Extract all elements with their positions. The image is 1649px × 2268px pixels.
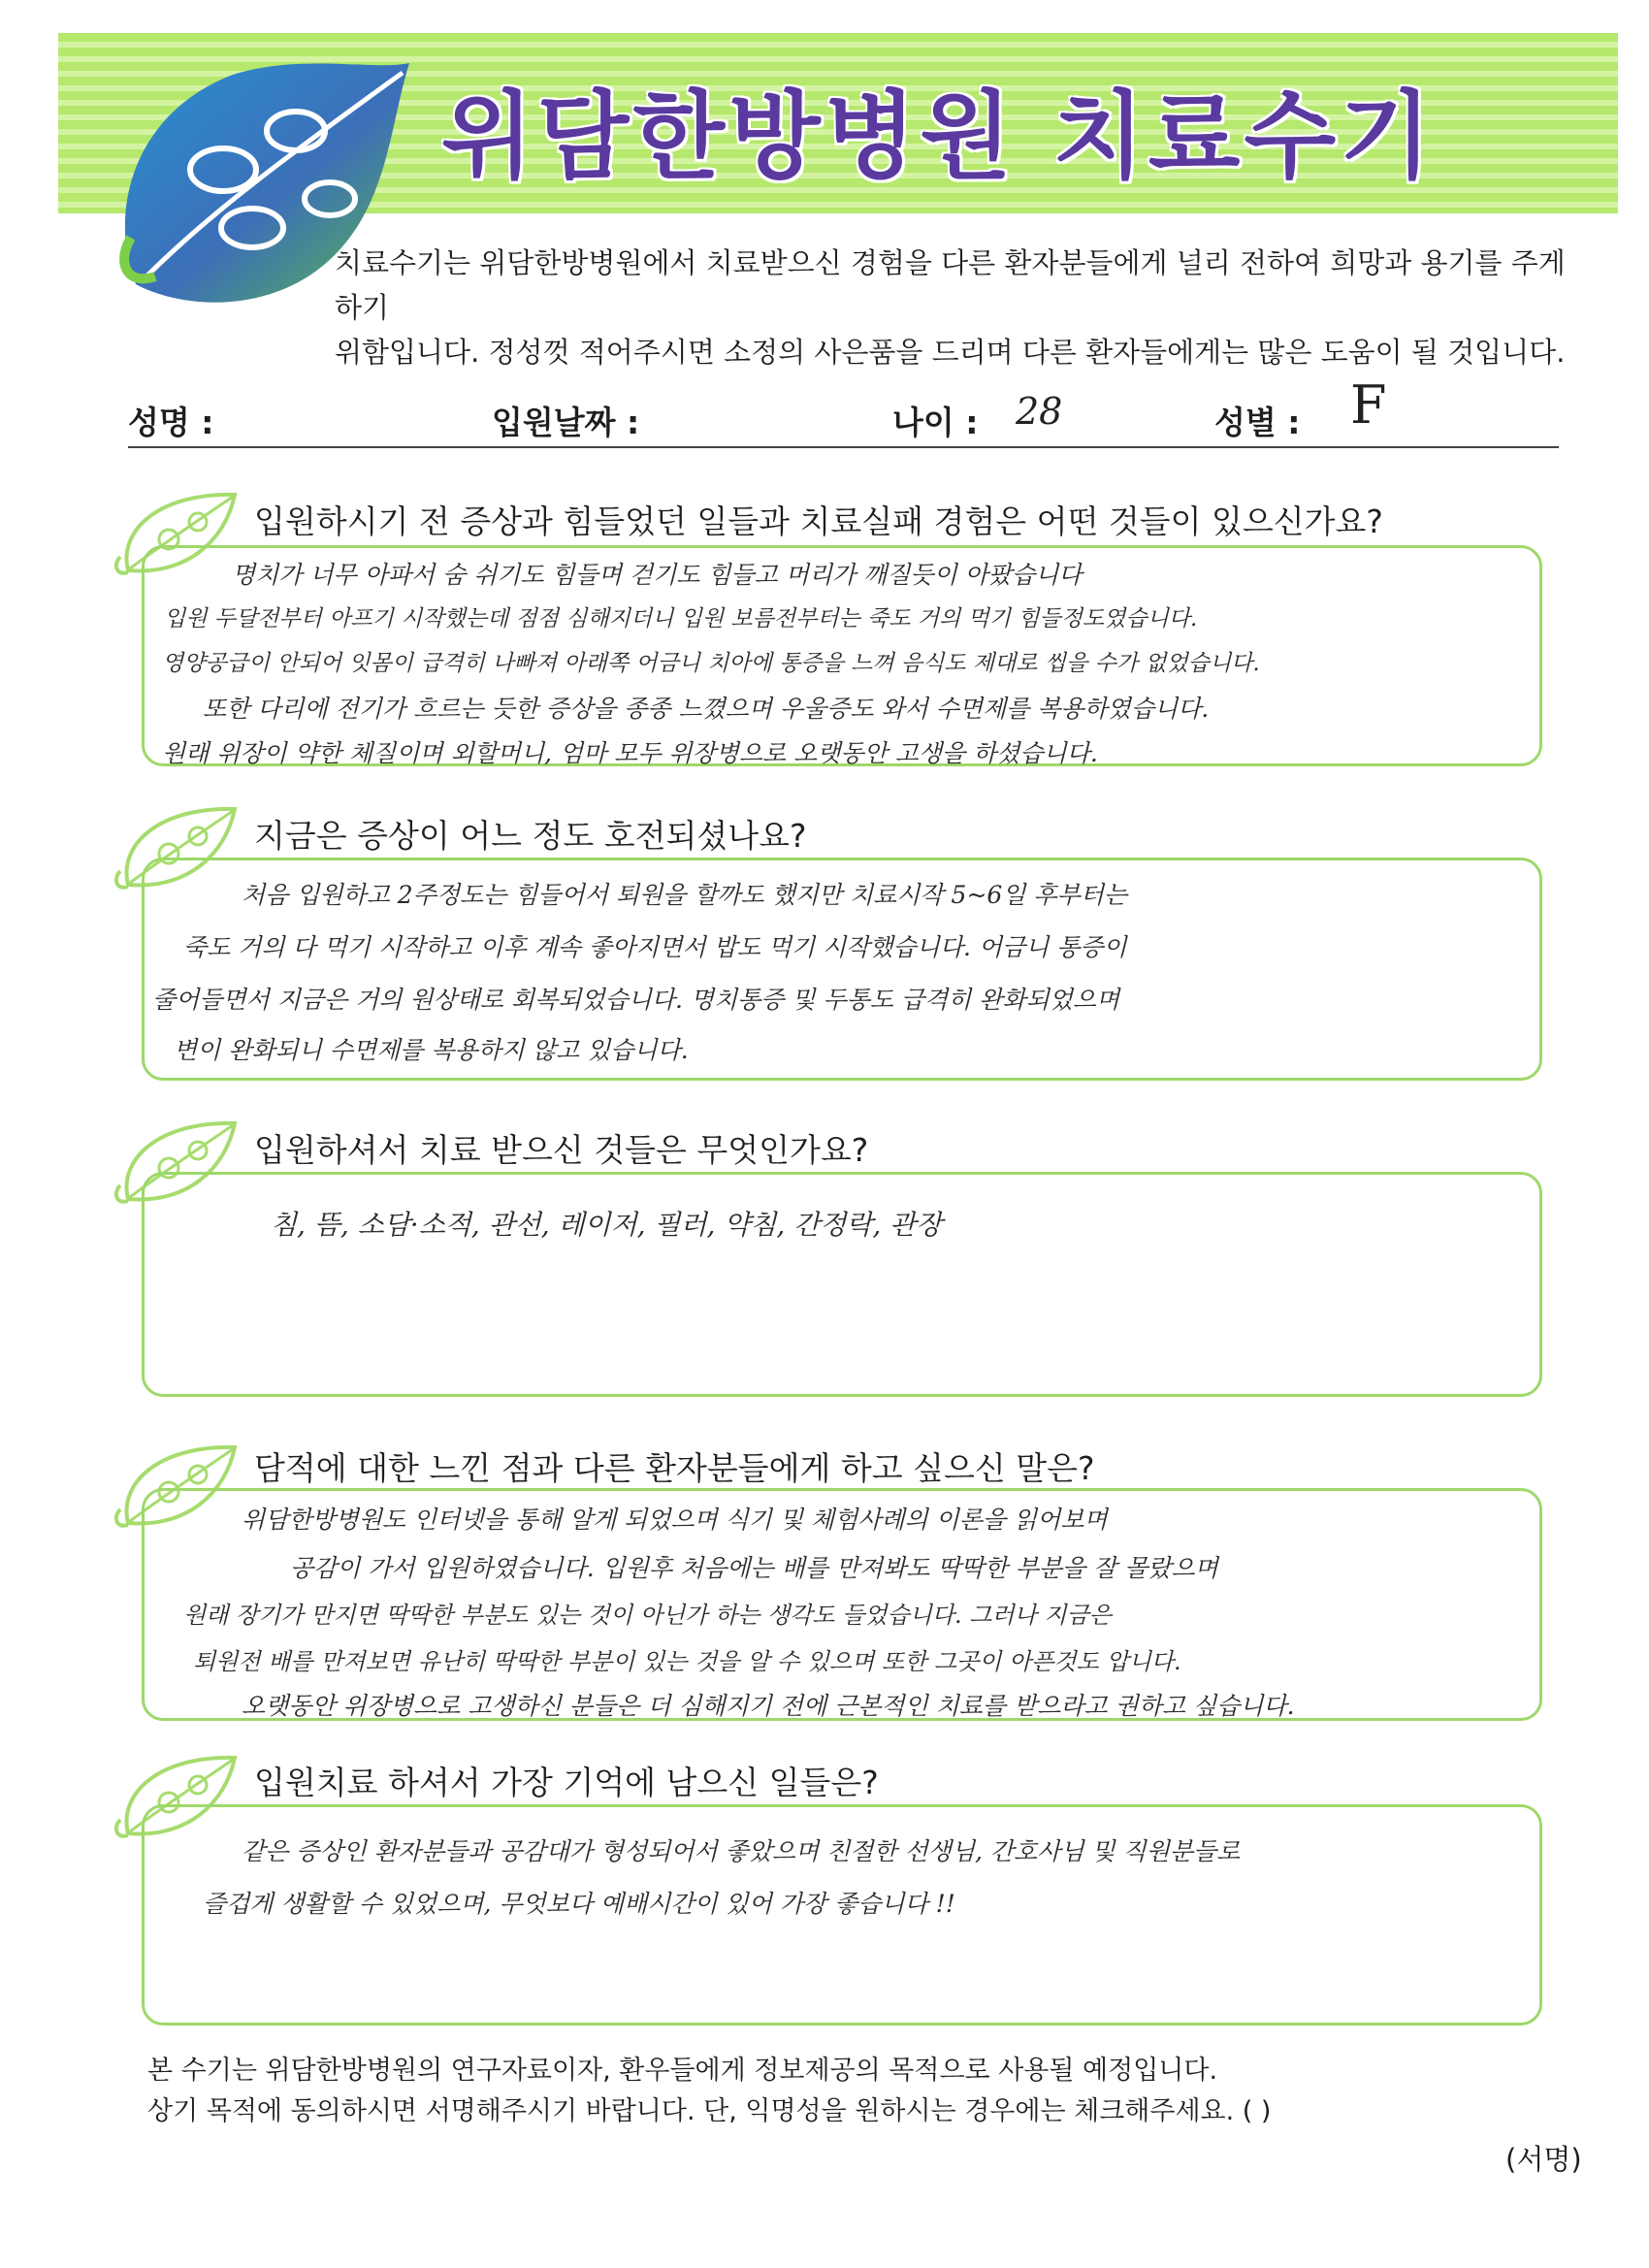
answer-2-line-2: 죽도 거의 다 먹기 시작하고 이후 계속 좋아지면서 밥도 먹기 시작했습니다. 어금니 통증이 xyxy=(183,933,1127,961)
answer-box-4 xyxy=(142,1488,1542,1721)
question-2-title: 지금은 증상이 어느 정도 호전되셨나요? xyxy=(254,817,807,855)
footer-consent-line-2: 상기 목적에 동의하시면 서명해주시기 바랍니다. 단, 익명성을 원하시는 경우에는 체크해주세요. ( ) xyxy=(147,2096,1272,2126)
patient-info-row xyxy=(128,374,1559,448)
intro-line-2: 위함입니다. 정성껏 적어주시면 소정의 사은품을 드리며 다른 환자들에게는 많은 도움이 될 것입니다. xyxy=(335,336,1566,369)
answer-2-line-3: 줄어들면서 지금은 거의 원상태로 회복되었습니다. 명치통증 및 두통도 급격히 완화되었으며 xyxy=(152,986,1120,1014)
answer-box-2 xyxy=(142,858,1542,1081)
question-5-title: 입원치료 하셔서 가장 기억에 남으신 일들은? xyxy=(254,1764,879,1801)
signature-label: (서명) xyxy=(1505,2143,1582,2176)
answer-box-5 xyxy=(142,1804,1542,2025)
answer-1-line-1: 명치가 너무 아파서 숨 쉬기도 힘들며 걷기도 힘들고 머리가 깨질듯이 아팠습니다 xyxy=(232,561,1083,589)
answer-box-3 xyxy=(142,1172,1542,1397)
age-label: 나이 : xyxy=(892,404,979,441)
answer-2-line-1: 처음 입원하고 2주정도는 힘들어서 퇴원을 할까도 했지만 치료시작 5~6일 후부터는 xyxy=(242,881,1127,909)
question-3-title: 입원하셔서 치료 받으신 것들은 무엇인가요? xyxy=(254,1131,869,1169)
answer-1-line-4: 또한 다리에 전기가 흐르는 듯한 증상을 종종 느꼈으며 우울증도 와서 수면제를 복용하였습니다. xyxy=(203,695,1210,723)
question-1-title: 입원하시기 전 증상과 힘들었던 일들과 치료실패 경험은 어떤 것들이 있으신가요? xyxy=(254,502,1383,540)
answer-1-line-3: 영양공급이 안되어 잇몸이 급격히 나빠져 아래쪽 어금니 치아에 통증을 느껴 음식도 제대로 씹을 수가 없었습니다. xyxy=(162,651,1260,676)
admission-date-label: 입원날짜 : xyxy=(492,404,640,441)
document-title: 위담한방병원 치료수기 xyxy=(441,81,1436,192)
answer-1-line-2: 입원 두달전부터 아프기 시작했는데 점점 심해지더니 입원 보름전부터는 죽도 거의 먹기 힘들정도였습니다. xyxy=(164,606,1198,632)
answer-1-line-5: 원래 위장이 약한 체질이며 외할머니, 엄마 모두 위장병으로 오랫동안 고생을 하셨습니다. xyxy=(162,739,1098,767)
answer-4-line-2: 공감이 가서 입원하였습니다. 입원후 처음에는 배를 만져봐도 딱딱한 부분을 잘 몰랐으며 xyxy=(290,1554,1218,1582)
answer-box-1 xyxy=(142,545,1542,766)
question-4-title: 담적에 대한 느낀 점과 다른 환자분들에게 하고 싶으신 말은? xyxy=(254,1449,1095,1487)
name-label: 성명 : xyxy=(128,404,214,441)
answer-2-line-4: 변이 완화되니 수면제를 복용하지 않고 있습니다. xyxy=(174,1036,689,1064)
answer-4-line-1: 위담한방병원도 인터넷을 통해 알게 되었으며 식기 및 체험사례의 이론을 읽어보며 xyxy=(242,1506,1108,1534)
answer-4-line-3: 원래 장기가 만지면 딱딱한 부분도 있는 것이 아닌가 하는 생각도 들었습니다. 그러나 지금은 xyxy=(183,1602,1112,1629)
answer-5-line-2: 즐겁게 생활할 수 있었으며, 무엇보다 예배시간이 있어 가장 좋습니다 !! xyxy=(203,1890,955,1918)
sex-label: 성별 : xyxy=(1214,404,1301,441)
footer-consent-line-1: 본 수기는 위담한방병원의 연구자료이자, 환우들에게 정보제공의 목적으로 사용될 예정입니다. xyxy=(147,2056,1218,2086)
answer-3-line-1: 침, 뜸, 소담·소적, 관선, 레이저, 필러, 약침, 간정락, 관장 xyxy=(271,1209,943,1241)
intro-line-1: 치료수기는 위담한방병원에서 치료받으신 경험을 다른 환자분들에게 널리 전하여 희망과 용기를 주게 하기 xyxy=(335,246,1566,324)
age-value: 28 xyxy=(1016,390,1063,433)
answer-4-line-5: 오랫동안 위장병으로 고생하신 분들은 더 심해지기 전에 근본적인 치료를 받으라고 권하고 싶습니다. xyxy=(242,1692,1295,1720)
intro-text xyxy=(335,241,1596,374)
answer-4-line-4: 퇴원전 배를 만져보면 유난히 딱딱한 부분이 있는 것을 알 수 있으며 또한 그곳이 아픈것도 압니다. xyxy=(193,1648,1181,1675)
sex-value: F xyxy=(1350,374,1387,436)
answer-5-line-1: 같은 증상인 환자분들과 공감대가 형성되어서 좋았으며 친절한 선생님, 간호사님 및 직원분들로 xyxy=(242,1837,1241,1865)
